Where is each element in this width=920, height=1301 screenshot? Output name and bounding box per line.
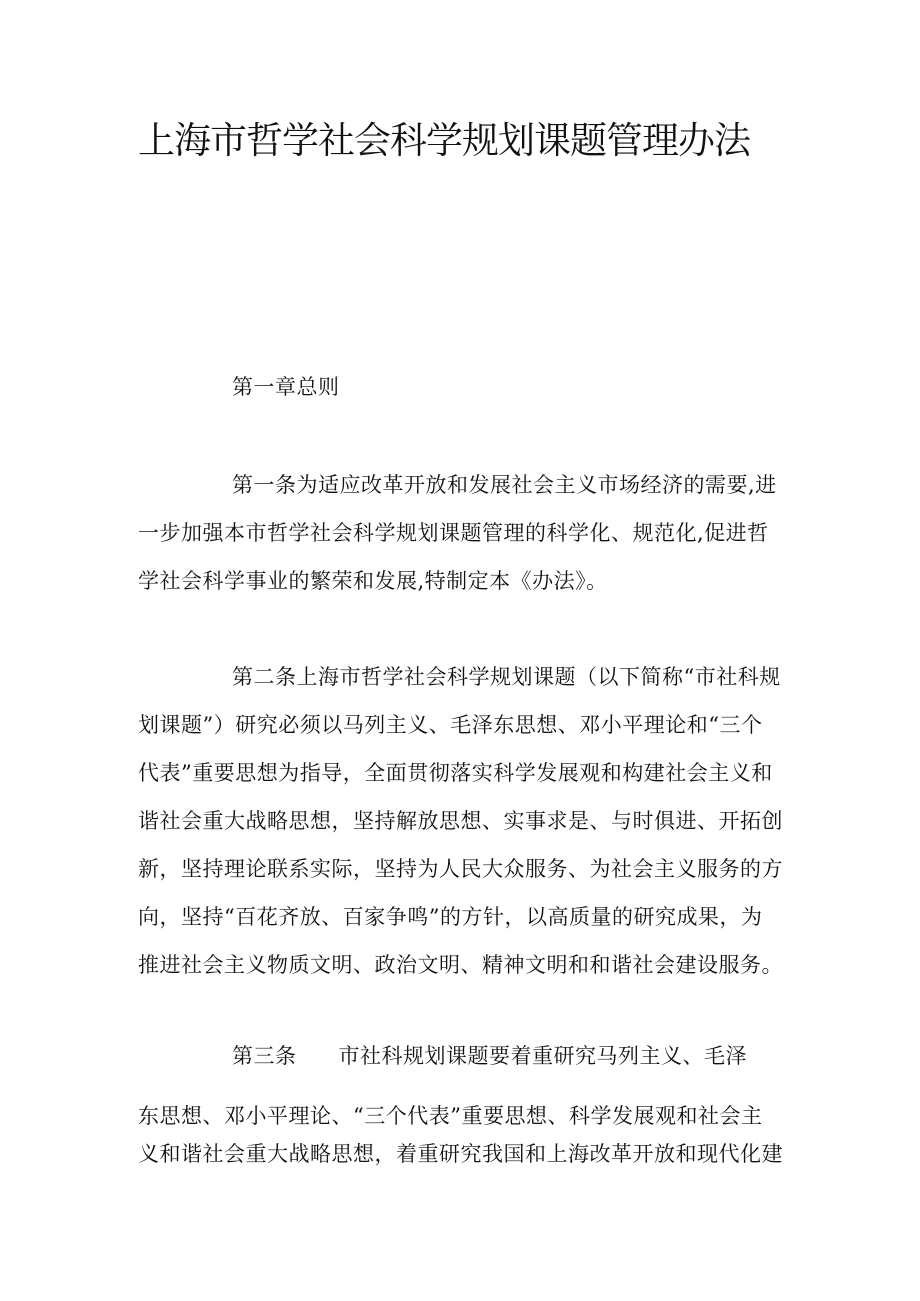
document-title: 上海市哲学社会科学规划课题管理办法 <box>138 119 750 162</box>
article-3-label: 第三条 <box>232 1044 297 1068</box>
article-2-line: 第二条上海市哲学社会科学规划课题（以下简称“市社科规 <box>232 665 781 689</box>
article-3-first-line <box>138 1037 788 1097</box>
article-3-line: 义和谐社会重大战略思想，着重研究我国和上海改革开放和现代化建 <box>138 1142 783 1166</box>
article-2-line: 向，坚持“百花齐放、百家争鸣”的方针，以高质量的研究成果，为 <box>138 905 763 929</box>
chapter-heading: 第一章总则 <box>232 375 340 399</box>
article-3-paragraph <box>138 1037 788 1173</box>
article-2-line: 谐社会重大战略思想，坚持解放思想、实事求是、与时俱进、开拓创 <box>138 809 783 833</box>
article-2-line: 推进社会主义物质文明、政治文明、精神文明和和谐社会建设服务。 <box>138 953 783 977</box>
article-3-line: 东思想、邓小平理论、“三个代表”重要思想、科学发展观和社会主 <box>138 1104 763 1128</box>
article-1-line: 第一条为适应改革开放和发展社会主义市场经济的需要,进 <box>232 473 777 497</box>
article-2-line: 划课题”）研究必须以马列主义、毛泽东思想、邓小平理论和“三个 <box>138 713 763 737</box>
article-1-line: 一步加强本市哲学社会科学规划课题管理的科学化、规范化,促进哲 <box>138 521 769 545</box>
article-2-line: 新，坚持理论联系实际，坚持为人民大众服务、为社会主义服务的方 <box>138 857 783 881</box>
article-1-line: 学社会科学事业的繁荣和发展,特制定本《办法》。 <box>138 569 608 593</box>
article-2-line: 代表”重要思想为指导，全面贯彻落实科学发展观和构建社会主义和 <box>138 761 773 785</box>
article-3-first-text: 市社科规划课题要着重研究马列主义、毛泽 <box>338 1044 747 1068</box>
article-2-paragraph <box>138 653 788 989</box>
article-1-paragraph <box>138 461 788 605</box>
